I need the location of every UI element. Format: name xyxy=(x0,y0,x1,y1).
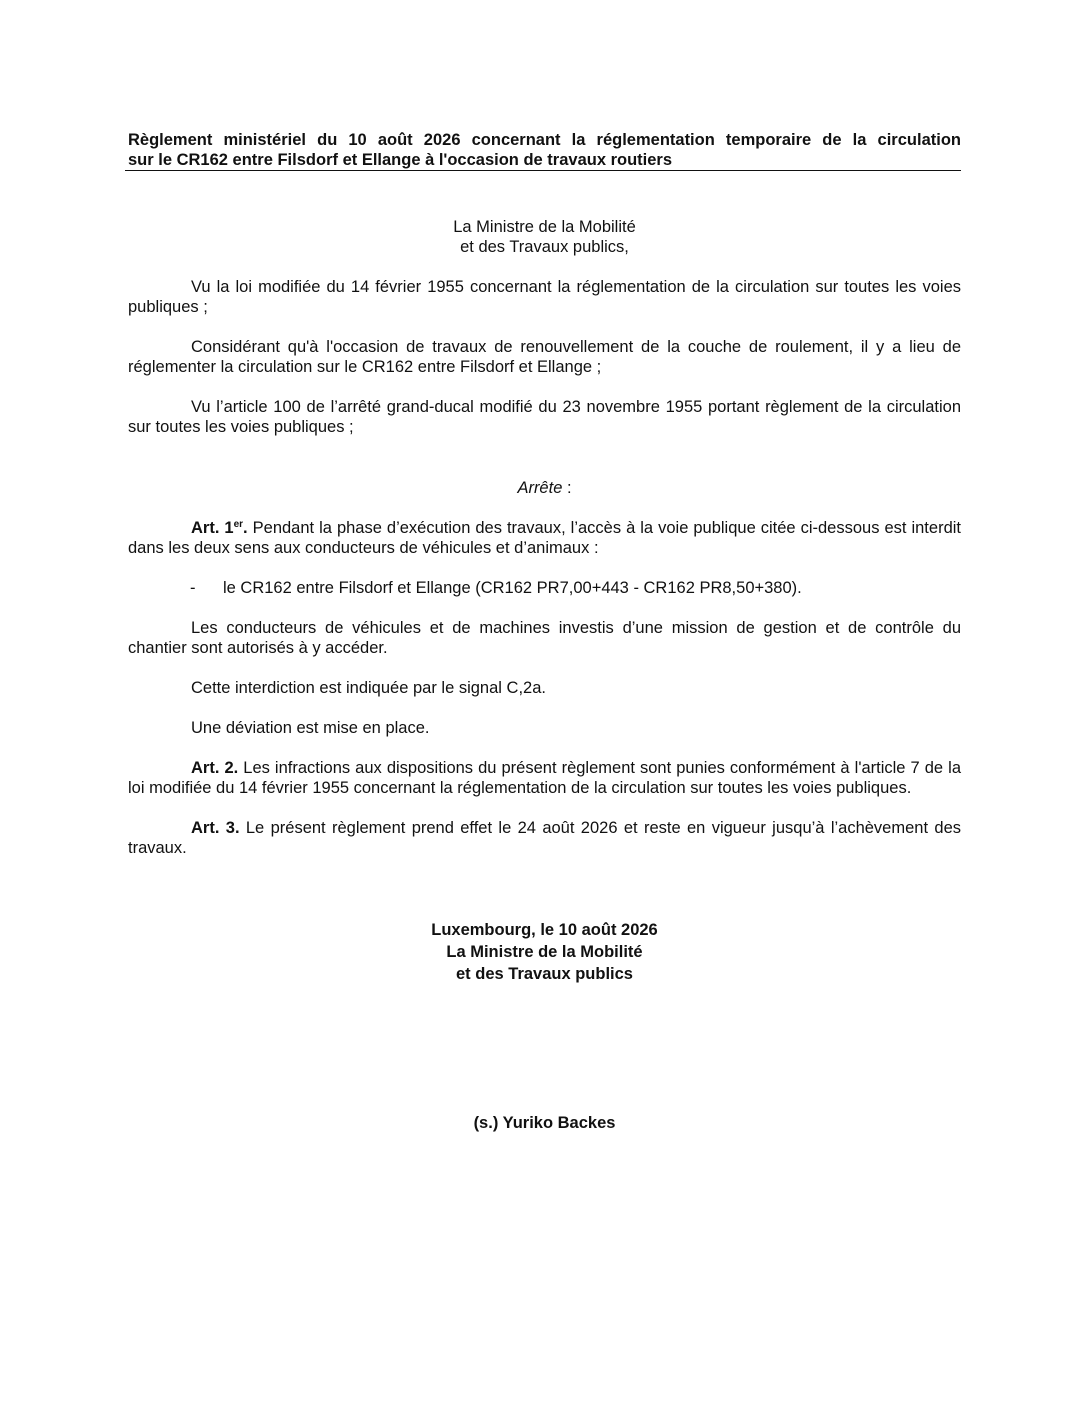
article-2-text: Les infractions aux dispositions du présent règlement sont punies conformément à l'article 7 de la loi modifiée du 14 février 1955 concernant la réglementation de la circulation sur toutes les voies publiques. xyxy=(128,759,961,797)
article-2-paragraph xyxy=(128,758,961,798)
title-line-1: Règlement ministériel du 10 août 2026 concernant la réglementation temporaire de la circulation xyxy=(128,131,961,149)
list-item-text: le CR162 entre Filsdorf et Ellange (CR162 PR7,00+443 - CR162 PR8,50+380). xyxy=(223,579,802,597)
signoff-role-line-2: et des Travaux publics xyxy=(456,965,633,983)
article-3-label: Art. 3. xyxy=(191,819,240,837)
article-1-paragraph-3: Cette interdiction est indiquée par le signal C,2a. xyxy=(191,679,546,697)
preamble-paragraph-1: Vu la loi modifiée du 14 février 1955 concernant la réglementation de la circulation sur toutes les voies publiques ; xyxy=(128,278,961,316)
list-item xyxy=(128,578,961,598)
minister-heading xyxy=(128,217,961,257)
document-title xyxy=(125,130,961,171)
article-1-text: Pendant la phase d’exécution des travaux, l’accès à la voie publique citée ci-dessous est interdit dans les deux sens aux conducteurs de véhicules et d’animaux : xyxy=(128,519,961,557)
signature: (s.) Yuriko Backes xyxy=(473,1114,616,1132)
document-page xyxy=(128,130,961,1133)
signoff-block xyxy=(128,919,961,985)
arrete-colon: : xyxy=(562,479,572,497)
arrete-word: Arrête xyxy=(517,479,563,497)
article-3-paragraph xyxy=(128,818,961,858)
preamble-paragraph-3: Vu l’article 100 de l’arrêté grand-ducal modifié du 23 novembre 1955 portant règlement de la circulation sur toutes les voies publiques ; xyxy=(128,398,961,436)
article-1-paragraph-2: Les conducteurs de véhicules et de machines investis d’une mission de gestion et de contrôle du chantier sont autorisés à y accéder. xyxy=(128,619,961,657)
signoff-role-line-1: La Ministre de la Mobilité xyxy=(446,943,643,961)
arrete-heading xyxy=(128,478,961,498)
article-1-paragraph xyxy=(128,518,961,558)
preamble-paragraph-2: Considérant qu'à l'occasion de travaux de renouvellement de la couche de roulement, il y a lieu de réglementer la circulation sur le CR162 entre Filsdorf et Ellange ; xyxy=(128,338,961,376)
list-dash: - xyxy=(190,579,196,597)
article-1-label xyxy=(191,519,248,537)
signoff-place-date: Luxembourg, le 10 août 2026 xyxy=(431,921,658,939)
article-2-label: Art. 2. xyxy=(191,759,239,777)
minister-line-2: et des Travaux publics, xyxy=(460,238,629,256)
minister-line-1: La Ministre de la Mobilité xyxy=(453,218,636,236)
article-1-label-main: Art. 1 xyxy=(191,519,234,537)
article-1-label-sup: er xyxy=(233,519,244,530)
article-1-paragraph-4: Une déviation est mise en place. xyxy=(191,719,430,737)
article-3-text: Le présent règlement prend effet le 24 août 2026 et reste en vigueur jusqu’à l’achèvement des travaux. xyxy=(128,819,961,857)
title-line-2: sur le CR162 entre Filsdorf et Ellange à l'occasion de travaux routiers xyxy=(128,151,673,169)
article-1-label-end: . xyxy=(243,519,248,537)
